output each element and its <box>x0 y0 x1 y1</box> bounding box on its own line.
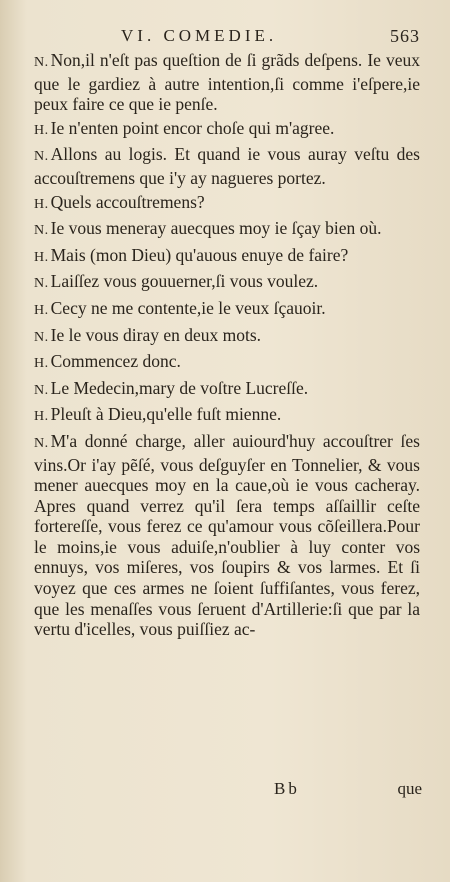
speaker-mark: H. <box>34 249 49 265</box>
speaker-mark: H. <box>34 302 49 318</box>
speaker-mark: N. <box>34 382 49 398</box>
catchword: que <box>397 779 422 798</box>
running-title: VI. COMEDIE. <box>121 26 278 45</box>
dialogue-line <box>34 271 420 295</box>
dialogue-line <box>34 351 420 375</box>
signature-mark: Bb <box>274 779 300 798</box>
speaker-mark: H. <box>34 356 49 372</box>
dialogue-line <box>34 378 420 402</box>
line-text: Mais (mon Dieu) qu'auous enuye de faire? <box>50 244 349 265</box>
line-text: Le Medecin,mary de voſtre Lucreſſe. <box>50 377 309 398</box>
line-text: Ie vous meneray auecques moy ie ſçay bien où. <box>50 218 382 239</box>
dialogue-text <box>34 50 420 643</box>
dialogue-line <box>34 298 420 322</box>
line-text: Allons au logis. Et quand ie vous auray veſtu des accouſtremens que i'y ay nagueres portez. <box>34 144 420 188</box>
dialogue-line <box>34 325 420 349</box>
line-text: Commencez donc. <box>50 351 181 372</box>
dialogue-line <box>34 118 420 142</box>
line-text: Pleuſt à Dieu,qu'elle fuſt mienne. <box>50 404 282 425</box>
page-number: 563 <box>390 26 420 46</box>
speaker-mark: H. <box>34 122 49 138</box>
line-text: M'a donné charge, aller auiourd'huy accouſtrer ſes vins.Or i'ay pẽſé, vous deſguyſer en Tonnelier, & vous mener auecques moy en la caue,où ie vous cacheray. Apres quand verrez qu'il ſera temps aſſaillir ceſte forterеſſe, vous ferez ce qu'amour vous cõſeillera.Pour le moins,ie vous aduiſe,n'oublier à luy conter vos ennuys, vos miſeres, vos ſoupirs & vos larmes. Et ſi voyez que ces armes ne ſoient ſuffiſantes, vous ferez, que les menaſſes vous ſeruent d'Artillerie:ſi que par la vertu d'icelles, vous puiſſiez ac- <box>34 430 420 640</box>
line-text: Laiſſez vous gouuerner,ſi vous voulez. <box>50 271 319 292</box>
line-text: Quels accouſtremens? <box>50 191 205 212</box>
dialogue-line <box>34 192 420 216</box>
speaker-mark: H. <box>34 409 49 425</box>
speaker-mark: N. <box>34 276 49 292</box>
dialogue-line <box>34 431 420 640</box>
dialogue-line <box>34 404 420 428</box>
speaker-mark: N. <box>34 55 49 70</box>
speaker-mark: N. <box>34 223 49 239</box>
dialogue-line <box>34 144 420 188</box>
line-text: Non,il n'eſt pas queſtion de ſi grãds deſpens. Ie veux que le gardiez à autre intention,ſi comme i'eſpere,ie peux faire ce que ie penſe. <box>34 50 420 115</box>
speaker-mark: N. <box>34 329 49 345</box>
line-text: Cecy ne me contente,ie le veux ſçauoir. <box>50 297 326 318</box>
dialogue-line <box>34 50 420 115</box>
page-header <box>36 26 424 50</box>
dialogue-line <box>34 218 420 242</box>
line-text: Ie n'enten point encor choſe qui m'agree. <box>50 117 335 138</box>
dialogue-line <box>34 245 420 269</box>
speaker-mark: N. <box>34 435 49 451</box>
speaker-mark: H. <box>34 196 49 212</box>
speaker-mark: N. <box>34 149 49 165</box>
line-text: Ie le vous diray en deux mots. <box>50 324 262 345</box>
